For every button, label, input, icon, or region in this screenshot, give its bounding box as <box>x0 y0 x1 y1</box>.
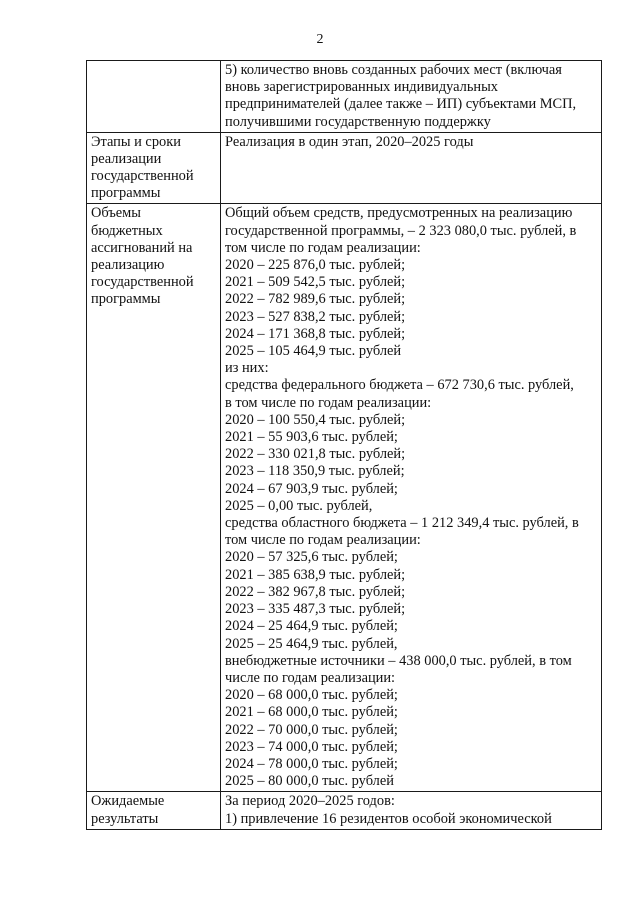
content-line: 5) количество вновь созданных рабочих мест (включая <box>225 62 562 78</box>
content-line: 2020 – 100 550,4 тыс. рублей; <box>225 411 406 428</box>
content-line: государственной программы, – 2 323 080,0 тыс. рублей, в <box>225 222 577 239</box>
content-line: Реализация в один этап, 2020–2025 годы <box>225 133 474 150</box>
content-line: 2020 – 57 325,6 тыс. рублей; <box>225 549 398 566</box>
row-label-cell <box>87 132 221 204</box>
content-line: 2023 – 527 838,2 тыс. рублей; <box>225 308 406 325</box>
row-content-cell <box>221 204 602 792</box>
content-line: 2023 – 74 000,0 тыс. рублей; <box>225 738 398 755</box>
content-line: 2022 – 330 021,8 тыс. рублей; <box>225 446 406 463</box>
content-line: 2020 – 225 876,0 тыс. рублей; <box>225 257 406 274</box>
row-label-cell <box>87 204 221 792</box>
label-line: программы <box>91 291 161 308</box>
label-line: ассигнований на <box>91 239 193 256</box>
content-line: 2023 – 335 487,3 тыс. рублей; <box>225 601 406 618</box>
label-line: программы <box>91 185 161 202</box>
label-line: Объемы <box>91 205 141 222</box>
content-line: предпринимателей (далее также – ИП) субъектами МСП, <box>225 96 577 113</box>
table-row <box>87 792 602 829</box>
passport-table-body <box>87 61 602 830</box>
label-line: результаты <box>91 810 159 827</box>
content-line: средства федерального бюджета – 672 730,6 тыс. рублей, <box>225 377 574 394</box>
label-line: реализации <box>91 150 162 167</box>
label-line: государственной <box>91 274 194 291</box>
row-content-cell <box>221 61 602 133</box>
table-row <box>87 204 602 792</box>
page-number: 2 <box>316 32 324 47</box>
content-line: из них: <box>225 360 269 377</box>
content-line: средства областного бюджета – 1 212 349,4 тыс. рублей, в <box>225 515 579 532</box>
content-line: 2023 – 118 350,9 тыс. рублей; <box>225 463 405 480</box>
content-line: вновь зарегистрированных индивидуальных <box>225 79 498 96</box>
row-label-cell <box>87 792 221 829</box>
content-line: 2025 – 25 464,9 тыс. рублей, <box>225 635 398 652</box>
content-line: 1) привлечение 16 резидентов особой экономической <box>225 810 552 827</box>
passport-table <box>86 60 602 830</box>
content-line: внебюджетные источники – 438 000,0 тыс. рублей, в том <box>225 652 572 669</box>
content-line: в том числе по годам реализации: <box>225 394 432 411</box>
label-line: Ожидаемые <box>91 793 165 810</box>
content-line: 2021 – 385 638,9 тыс. рублей; <box>225 566 406 583</box>
label-line: бюджетных <box>91 222 163 239</box>
content-line: 2021 – 509 542,5 тыс. рублей; <box>225 274 406 291</box>
label-line: Этапы и сроки <box>91 133 181 150</box>
row-content-cell <box>221 792 602 829</box>
label-line: государственной <box>91 168 194 185</box>
content-line: 2024 – 67 903,9 тыс. рублей; <box>225 480 398 497</box>
content-line: 2024 – 25 464,9 тыс. рублей; <box>225 618 398 635</box>
content-line: За период 2020–2025 годов: <box>225 793 395 810</box>
content-line: 2025 – 105 464,9 тыс. рублей <box>225 343 402 360</box>
content-line: том числе по годам реализации: <box>225 532 421 549</box>
content-line: 2020 – 68 000,0 тыс. рублей; <box>225 687 398 704</box>
content-line: 2024 – 78 000,0 тыс. рублей; <box>225 755 398 772</box>
content-line: 2025 – 0,00 тыс. рублей, <box>225 497 373 514</box>
content-line: 2025 – 80 000,0 тыс. рублей <box>225 773 394 790</box>
content-line: 2022 – 782 989,6 тыс. рублей; <box>225 291 406 308</box>
content-line: том числе по годам реализации: <box>225 239 421 256</box>
table-row <box>87 61 602 133</box>
row-label-cell <box>87 61 221 133</box>
table-row <box>87 132 602 204</box>
content-line: Общий объем средств, предусмотренных на реализацию <box>225 205 573 222</box>
content-line: числе по годам реализации: <box>225 669 396 686</box>
content-line: 2022 – 382 967,8 тыс. рублей; <box>225 583 406 600</box>
content-line: получившими государственную поддержку <box>225 113 491 130</box>
content-line: 2022 – 70 000,0 тыс. рублей; <box>225 721 398 738</box>
content-line: 2024 – 171 368,8 тыс. рублей; <box>225 325 406 342</box>
content-line: 2021 – 68 000,0 тыс. рублей; <box>225 704 398 721</box>
content-line: 2021 – 55 903,6 тыс. рублей; <box>225 429 398 446</box>
row-content-cell <box>221 132 602 204</box>
label-line: реализацию <box>91 257 165 274</box>
